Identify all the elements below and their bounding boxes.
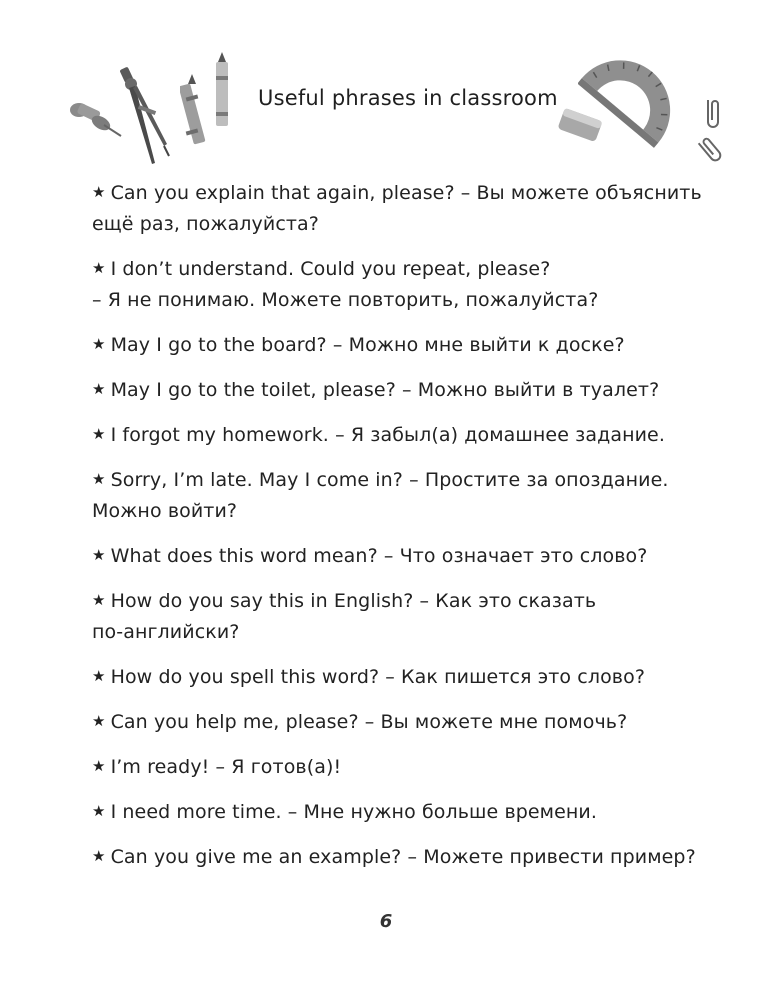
phrase-line: I don’t understand. Could you repeat, please? [110,258,551,280]
phrase-line: Можно войти? [92,500,238,522]
phrase-item [92,797,712,828]
phrase-line: ещё раз, пожалуйста? [92,213,319,235]
compass-icon [112,66,172,168]
phrase-item [92,375,712,406]
page-header [0,0,772,170]
star-icon: ★ [92,712,106,730]
star-icon: ★ [92,183,106,201]
phrase-line: How do you spell this word? – Как пишется это слово? [110,666,646,688]
phrase-item [92,842,712,873]
phrase-line: Can you help me, please? – Вы можете мне помочь? [110,711,628,733]
phrase-item [92,541,712,572]
phrase-line: How do you say this in English? – Как это сказать [110,590,597,612]
protractor-icon [578,40,688,150]
phrase-line: Can you give me an example? – Можете привести пример? [110,846,696,868]
phrase-item [92,465,712,526]
page-number: 6 [379,911,393,932]
phrase-item [92,707,712,738]
phrase-item [92,662,712,693]
phrase-line: – Я не понимаю. Можете повторить, пожалуйста? [92,289,599,311]
crayon-icon [180,74,210,154]
phrase-line: Sorry, I’m late. May I come in? – Простите за опоздание. [110,469,669,491]
phrase-line: I need more time. – Мне нужно больше времени. [110,801,598,823]
paperclip-icon [694,96,734,166]
star-icon: ★ [92,667,106,685]
phrase-item [92,254,712,315]
star-icon: ★ [92,470,106,488]
star-icon: ★ [92,757,106,775]
crayon-icon [210,52,236,132]
star-icon: ★ [92,591,106,609]
phrase-item [92,420,712,451]
phrase-list [92,178,712,887]
phrase-line: I’m ready! – Я готов(а)! [110,756,342,778]
phrase-line: по-английски? [92,621,240,643]
phrase-line: Can you explain that again, please? – Вы можете объяснить [110,182,702,204]
star-icon: ★ [92,425,106,443]
star-icon: ★ [92,335,106,353]
star-icon: ★ [92,259,106,277]
phrase-item [92,330,712,361]
phrase-line: May I go to the board? – Можно мне выйти к доске? [110,334,625,356]
star-icon: ★ [92,546,106,564]
star-icon: ★ [92,380,106,398]
star-icon: ★ [92,847,106,865]
phrase-line: What does this word mean? – Что означает это слово? [110,545,648,567]
page-title: Useful phrases in classroom [258,86,558,110]
phrase-item [92,178,712,239]
phrase-line: I forgot my homework. – Я забыл(а) домашнее задание. [110,424,665,446]
phrase-item [92,752,712,783]
star-icon: ★ [92,802,106,820]
phrase-line: May I go to the toilet, please? – Можно выйти в туалет? [110,379,660,401]
phrase-item [92,586,712,647]
